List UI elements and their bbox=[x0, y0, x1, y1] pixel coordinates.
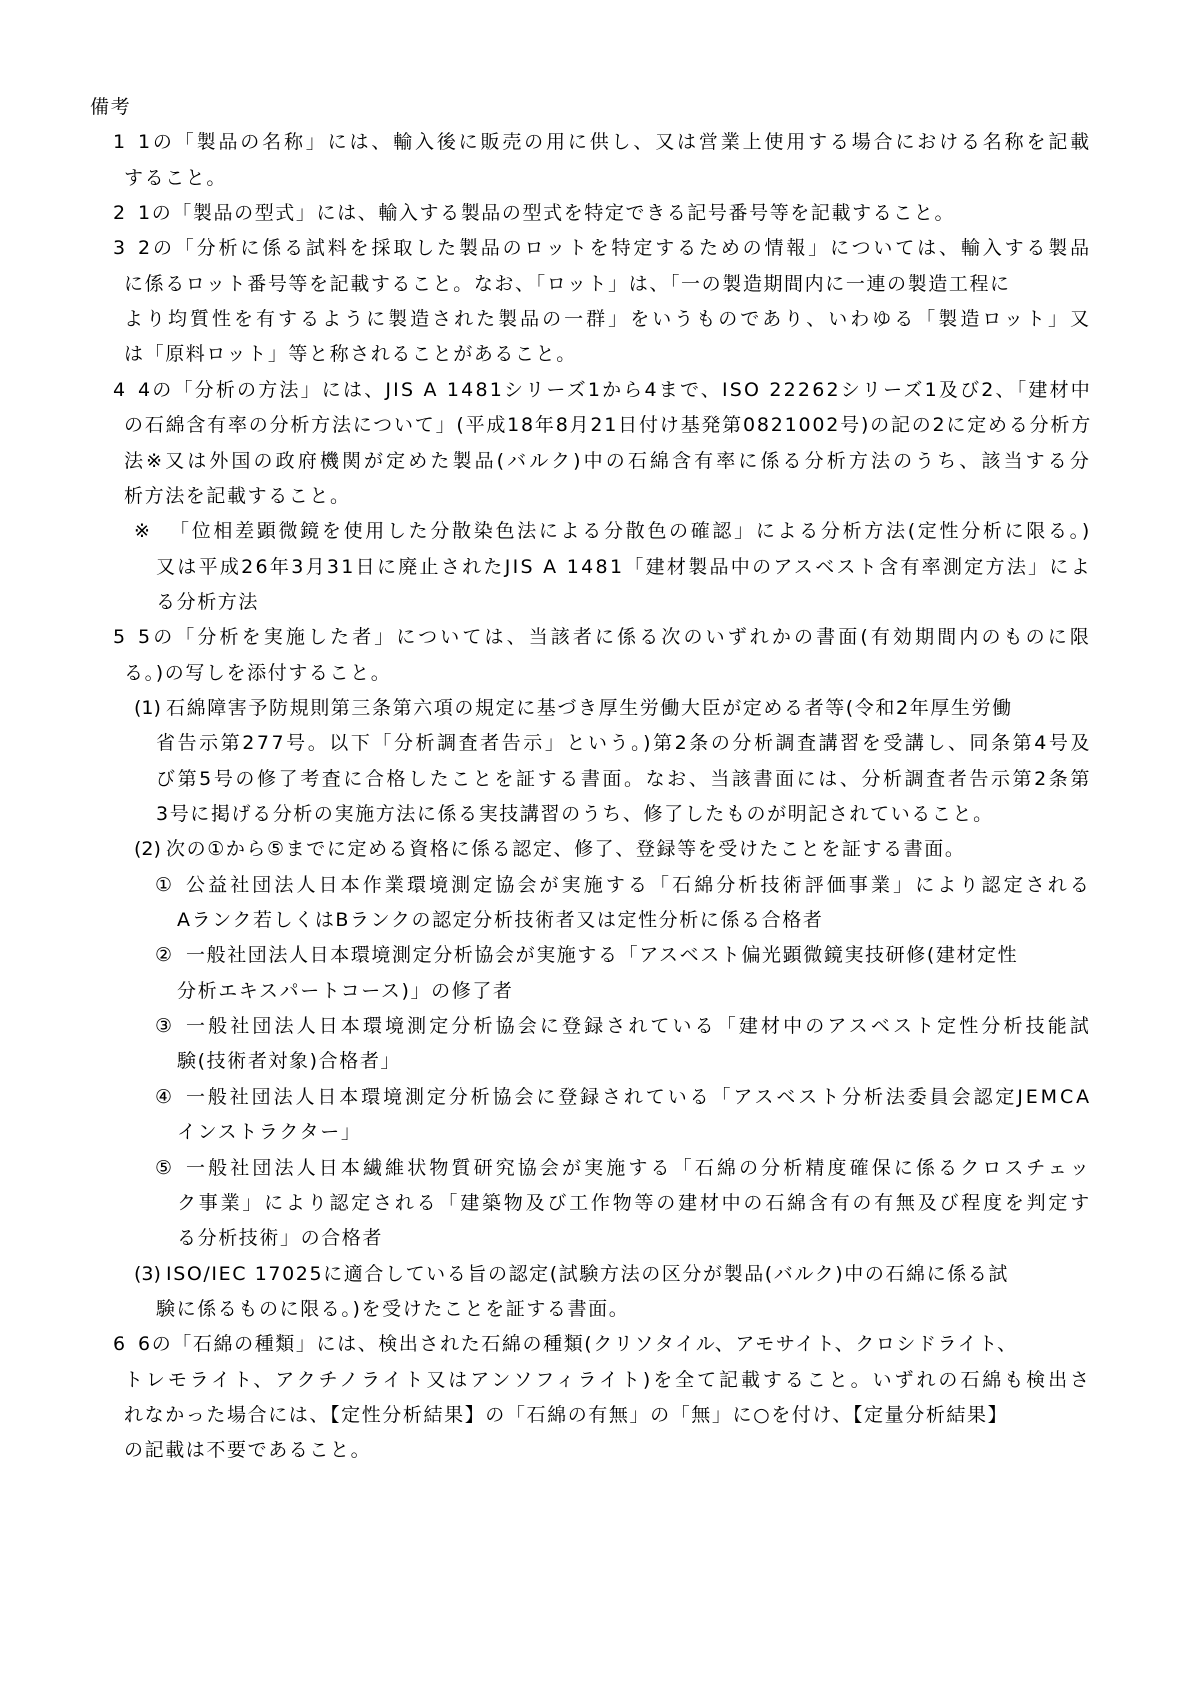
item-number: 5 bbox=[113, 626, 126, 648]
text-line: 「位相差顕微鏡を使用した分散染色法による分散色の確認」による分析方法(定性分析に限る。) bbox=[170, 520, 1092, 542]
text-line: 5の「分析を実施した者」については、当該者に係る次のいずれかの書面(有効期間内のものに限 bbox=[138, 626, 1092, 648]
text-line: 6の「石綿の種類」には、検出された石綿の種類(クリソタイル、アモサイト、クロシドライト、 bbox=[138, 1333, 1018, 1355]
text-line: る。)の写しを添付すること。 bbox=[124, 662, 392, 684]
text-line: 分析エキスパートコース)」の修了者 bbox=[177, 980, 514, 1002]
text-line: 一般社団法人日本繊維状物質研究協会が実施する「石綿の分析精度確保に係るクロスチェッ bbox=[186, 1157, 1092, 1179]
text-line: 析方法を記載すること。 bbox=[124, 485, 351, 507]
item-number: 4 bbox=[113, 379, 126, 401]
item-number: ③ bbox=[155, 1015, 173, 1037]
text-line: 2の「分析に係る試料を採取した製品のロットを特定するための情報」については、輸入する製品 bbox=[138, 237, 1092, 259]
text-line: Aランク若しくはBランクの認定分析技術者又は定性分析に係る合格者 bbox=[177, 909, 824, 931]
text-line: 又は平成26年3月31日に廃止されたJIS A 1481「建材製品中のアスベスト含有率測定方法」によ bbox=[156, 556, 1092, 578]
text-line: トレモライト、アクチノライト又はアンソフィライト)を全て記載すること。いずれの石綿も検出さ bbox=[124, 1369, 1092, 1391]
section-heading: 備考 bbox=[90, 96, 132, 118]
item-number: 3 bbox=[113, 237, 126, 259]
text-line: すること。 bbox=[124, 167, 228, 189]
text-line: 験(技術者対象)合格者」 bbox=[177, 1050, 402, 1072]
text-line: に係るロット番号等を記載すること。なお、「ロット」は、「一の製造期間内に一連の製造工程に bbox=[124, 273, 1011, 295]
text-line: 一般社団法人日本環境測定分析協会に登録されている「建材中のアスベスト定性分析技能試 bbox=[186, 1015, 1092, 1037]
text-line: 3号に掲げる分析の実施方法に係る実技講習のうち、修了したものが明記されていること。 bbox=[156, 803, 994, 825]
text-line: 4の「分析の方法」には、JIS A 1481シリーズ1から4まで、ISO 22262シリーズ1及び2、「建材中 bbox=[138, 379, 1092, 401]
text-line: 1の「製品の型式」には、輸入する製品の型式を特定できる記号番号等を記載すること。 bbox=[138, 202, 956, 224]
item-number: 6 bbox=[113, 1333, 126, 1355]
text-line: 一般社団法人日本環境測定分析協会に登録されている「アスベスト分析法委員会認定JEMCA bbox=[186, 1086, 1092, 1108]
text-line: 石綿障害予防規則第三条第六項の規定に基づき厚生労働大臣が定める者等(令和2年厚生労働 bbox=[166, 697, 1013, 719]
text-line: び第5号の修了考査に合格したことを証する書面。なお、当該書面には、分析調査者告示第2条第 bbox=[156, 768, 1092, 790]
text-line: 省告示第277号。以下「分析調査者告示」という。)第2条の分析調査講習を受講し、同条第4号及 bbox=[156, 732, 1092, 754]
item-number: (2) bbox=[134, 838, 161, 860]
item-number: ※ bbox=[134, 520, 150, 542]
text-line: る分析技術」の合格者 bbox=[177, 1227, 384, 1249]
text-line: 1の「製品の名称」には、輸入後に販売の用に供し、又は営業上使用する場合における名称を記載 bbox=[138, 131, 1092, 153]
text-line: より均質性を有するように製造された製品の一群」をいうものであり、いわゆる「製造ロット」又 bbox=[124, 308, 1092, 330]
text-line: の記載は不要であること。 bbox=[124, 1439, 372, 1461]
text-line: 験に係るものに限る。)を受けたことを証する書面。 bbox=[156, 1298, 630, 1320]
text-line: 次の①から⑤までに定める資格に係る認定、修了、登録等を受けたことを証する書面。 bbox=[166, 838, 966, 860]
text-line: れなかった場合には、【定性分析結果】の「石綿の有無」の「無」に○を付け、【定量分析結果】 bbox=[124, 1404, 1009, 1426]
text-line: 公益社団法人日本作業環境測定協会が実施する「石綿分析技術評価事業」により認定される bbox=[186, 874, 1092, 896]
item-number: ④ bbox=[155, 1086, 173, 1108]
item-number: ② bbox=[155, 944, 173, 966]
item-number: (1) bbox=[134, 697, 161, 719]
item-number: ⑤ bbox=[155, 1157, 173, 1179]
item-number: 2 bbox=[113, 202, 126, 224]
text-line: ク事業」により認定される「建築物及び工作物等の建材中の石綿含有の有無及び程度を判定す bbox=[177, 1192, 1092, 1214]
text-line: 一般社団法人日本環境測定分析協会が実施する「アスベスト偏光顕微鏡実技研修(建材定性 bbox=[186, 944, 1019, 966]
text-line: の石綿含有率の分析方法について」(平成18年8月21日付け基発第0821002号)の記の2に定める分析方 bbox=[124, 414, 1092, 436]
text-line: ISO/IEC 17025に適合している旨の認定(試験方法の区分が製品(バルク)中の石綿に係る試 bbox=[166, 1263, 1010, 1285]
item-number: (3) bbox=[134, 1263, 161, 1285]
item-number: ① bbox=[155, 874, 173, 896]
item-number: 1 bbox=[113, 131, 126, 153]
text-line: インストラクター」 bbox=[177, 1121, 362, 1143]
text-line: 法※又は外国の政府機関が定めた製品(バルク)中の石綿含有率に係る分析方法のうち、該当する分 bbox=[124, 450, 1092, 472]
text-line: は「原料ロット」等と称されることがあること。 bbox=[124, 343, 577, 365]
text-line: る分析方法 bbox=[156, 591, 260, 613]
